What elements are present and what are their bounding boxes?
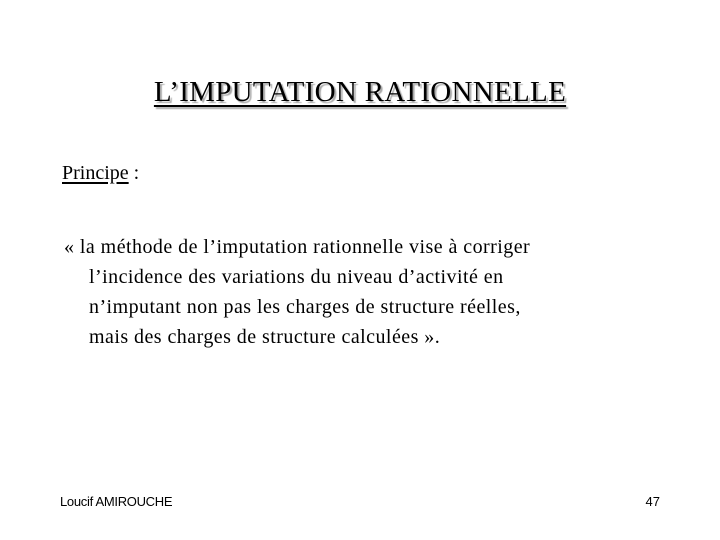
page-number: 47 xyxy=(645,494,660,509)
principe-heading xyxy=(62,162,139,185)
footer-author: Loucif AMIROUCHE xyxy=(60,494,173,509)
principe-label: Principe xyxy=(62,162,129,184)
quote-line: « la méthode de l’imputation rationnelle vise à corriger xyxy=(64,236,531,258)
quote-line: n’imputant non pas les charges de structure réelles, xyxy=(89,296,521,318)
quote-line: mais des charges de structure calculées ». xyxy=(89,326,441,348)
principe-colon: : xyxy=(128,162,140,184)
slide-title: L’IMPUTATION RATIONNELLE xyxy=(153,76,567,108)
definition-quote xyxy=(64,232,664,352)
quote-line: l’incidence des variations du niveau d’activité en xyxy=(89,266,504,288)
